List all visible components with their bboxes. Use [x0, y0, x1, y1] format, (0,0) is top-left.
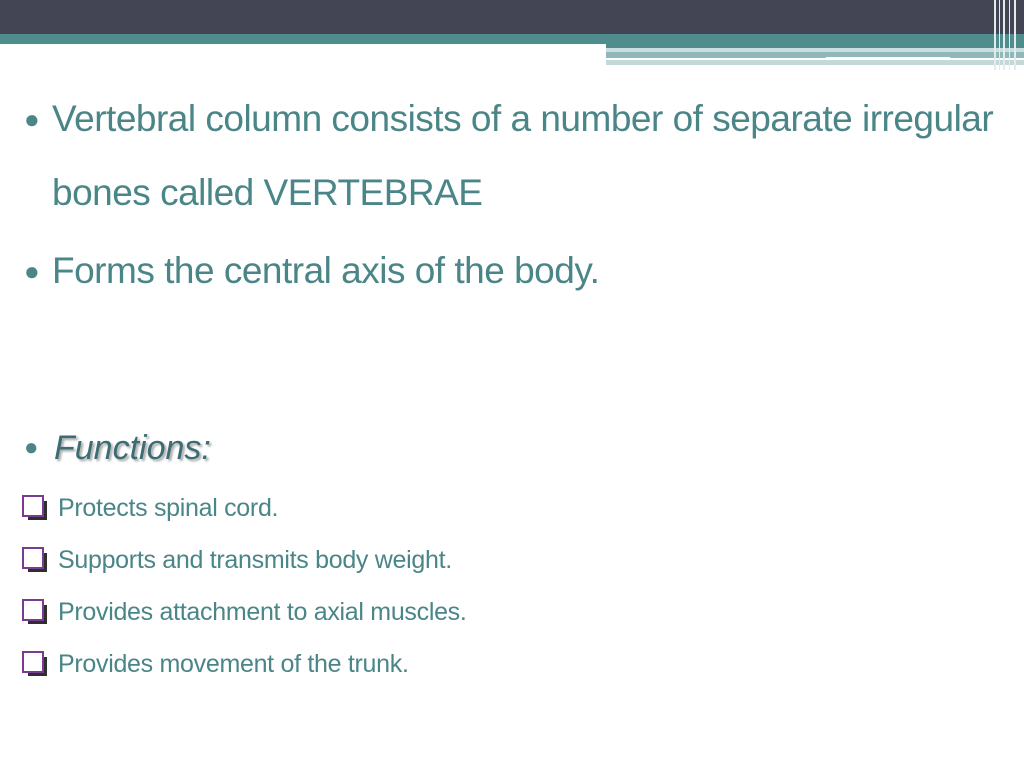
bullet-dot-icon: ● — [24, 434, 39, 461]
bullet-vertebral-column — [24, 82, 1014, 230]
header-vertical-lines — [990, 0, 1024, 70]
header-strip-lower — [606, 60, 1024, 65]
functions-heading-row — [24, 420, 211, 476]
list-item — [22, 586, 467, 638]
list-item — [22, 638, 467, 690]
checkbox-square-icon — [22, 547, 48, 573]
function-text: Provides movement of the trunk. — [58, 649, 409, 678]
function-text: Protects spinal cord. — [58, 493, 279, 522]
bullet-text: Forms the central axis of the body. — [52, 250, 600, 291]
bullet-dot-icon: ● — [24, 104, 40, 134]
header-white-cut — [0, 44, 606, 68]
header-dark-band — [0, 0, 1024, 34]
bullet-text: Vertebral column consists of a number of separate irregular bones called VERTEBRAE — [52, 98, 994, 213]
checkbox-square-icon — [22, 599, 48, 625]
header-strip-upper — [606, 52, 1024, 58]
functions-list — [22, 482, 467, 690]
bullet-dot-icon: ● — [24, 256, 40, 286]
header-thin-line — [826, 57, 950, 59]
bullet-central-axis — [24, 234, 1014, 308]
checkbox-square-icon — [22, 495, 48, 521]
function-text: Supports and transmits body weight. — [58, 545, 452, 574]
checkbox-square-icon — [22, 651, 48, 677]
function-text: Provides attachment to axial muscles. — [58, 597, 467, 626]
list-item — [22, 482, 467, 534]
list-item — [22, 534, 467, 586]
functions-heading: Functions: — [54, 429, 211, 467]
